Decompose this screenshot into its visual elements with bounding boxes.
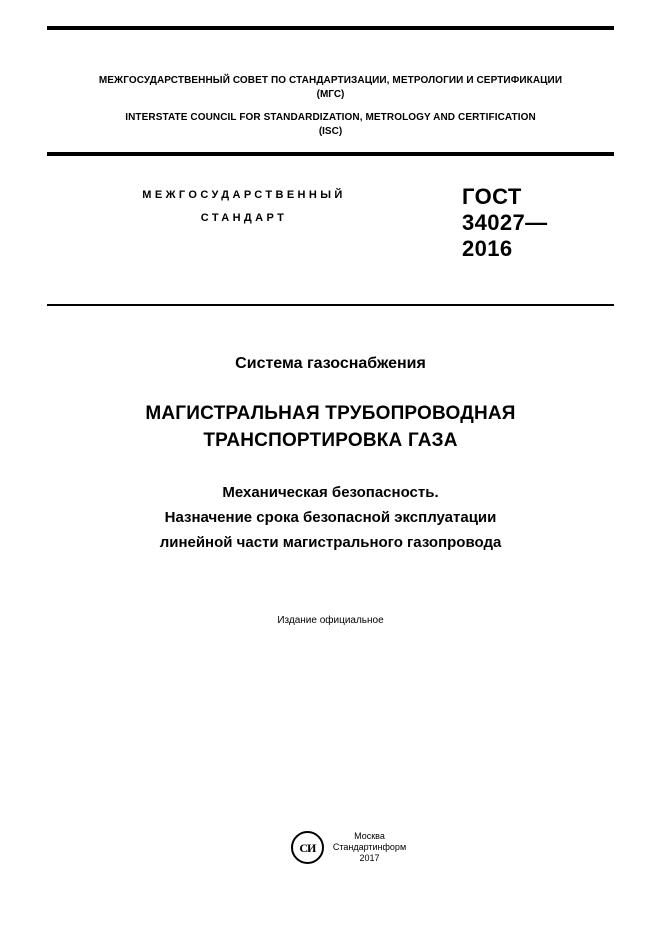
publisher-year: 2017	[359, 853, 380, 863]
standard-identification-row	[47, 184, 614, 262]
subtitle-line2: Назначение срока безопасной эксплуатации	[164, 509, 497, 526]
publisher-block	[47, 831, 614, 864]
publisher-name: Стандартинформ	[332, 842, 407, 852]
council-en-line2: (ISC)	[318, 126, 343, 137]
standard-number-line2: 34027—	[462, 210, 548, 235]
council-header	[47, 74, 614, 139]
standard-number-line1: ГОСТ	[462, 184, 522, 209]
title-block	[47, 354, 614, 555]
council-ru-line1: МЕЖГОСУДАРСТВЕННЫЙ СОВЕТ ПО СТАНДАРТИЗАЦИИ, МЕТРОЛОГИИ И СЕРТИФИКАЦИИ	[98, 75, 563, 86]
title-system: Система газоснабжения	[235, 355, 426, 372]
publisher-city: Москва	[354, 831, 385, 841]
standartinform-logo-icon: СИ	[291, 831, 324, 864]
subtitle-line3: линейной части магистрального газопровода	[159, 534, 502, 551]
header-bottom-rule	[47, 152, 614, 156]
title-subtitle	[47, 480, 614, 555]
top-rule	[47, 26, 614, 30]
header-spacer	[47, 102, 614, 111]
publisher-info	[333, 831, 406, 864]
cover-sheet	[47, 26, 614, 910]
title-main-line1: МАГИСТРАЛЬНАЯ ТРУБОПРОВОДНАЯ	[145, 403, 516, 424]
title-main	[47, 400, 614, 454]
subtitle-line1: Механическая безопасность.	[222, 484, 439, 501]
standard-type-line1: МЕЖГОСУДАРСТВЕННЫЙ	[142, 189, 346, 201]
title-main-line2: ТРАНСПОРТИРОВКА ГАЗА	[203, 430, 458, 451]
standard-type-line2: СТАНДАРТ	[200, 212, 288, 224]
council-ru-line2: (МГС)	[316, 89, 345, 100]
standard-number	[462, 184, 612, 262]
standard-type	[99, 184, 389, 230]
publisher-inner	[291, 831, 406, 864]
standard-bottom-rule	[47, 304, 614, 306]
edition-note: Издание официальное	[277, 615, 384, 626]
council-en-line1: INTERSTATE COUNCIL FOR STANDARDIZATION, METROLOGY AND CERTIFICATION	[125, 112, 536, 123]
standard-number-line3: 2016	[462, 236, 513, 261]
